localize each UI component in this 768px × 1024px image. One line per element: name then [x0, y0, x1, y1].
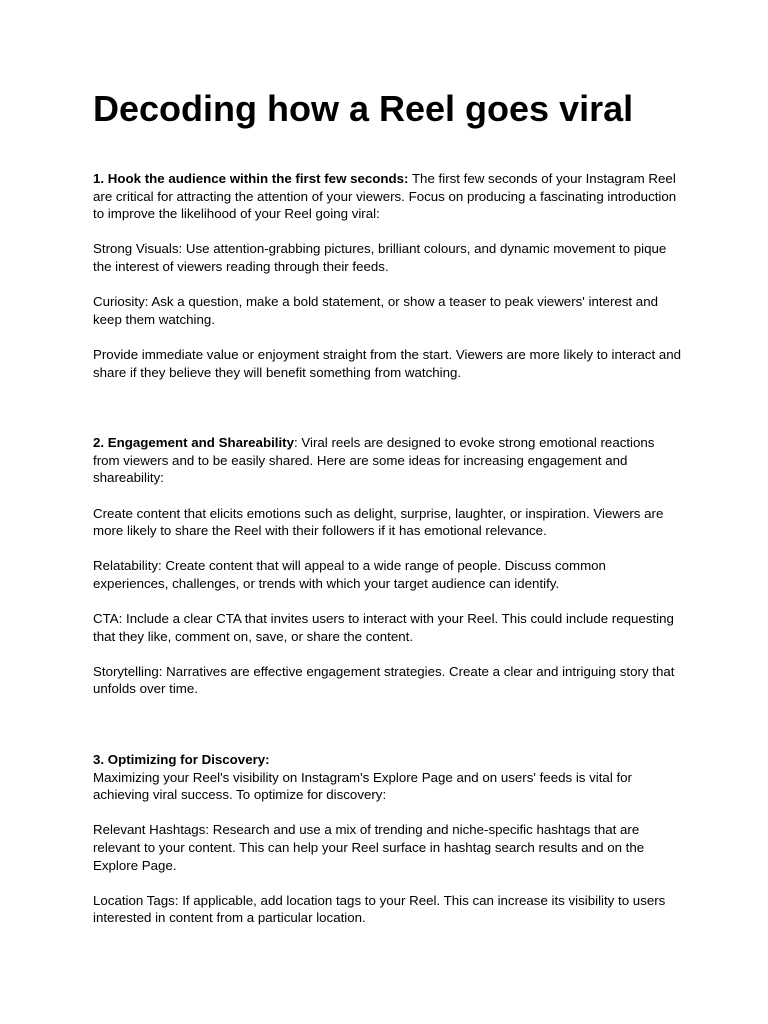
section-1-paragraph-strong-visuals: Strong Visuals: Use attention-grabbing pictures, brilliant colours, and dynamic movement to pique the interest of viewers reading through their feeds.	[93, 241, 667, 274]
document-title: Decoding how a Reel goes viral	[93, 88, 634, 129]
section-3	[93, 751, 683, 927]
section-2-heading: 2. Engagement and Shareability	[93, 435, 294, 451]
section-1-paragraph-immediate-value: Provide immediate value or enjoyment straight from the start. Viewers are more likely to interact and share if they believe they will benefit something from watching.	[93, 346, 682, 380]
section-2-paragraph-relatability: Relatability: Create content that will appeal to a wide range of people. Discuss common experiences, challenges, or trends with which your target audience can identify.	[93, 558, 606, 591]
section-1-intro	[93, 170, 683, 223]
section-2-intro	[93, 434, 683, 487]
section-1-intro-text: The first few seconds of your Instagram Reel are critical for attracting the attention of your viewers. Focus on producing a fascinating introduction to improve the likelihood of your Reel going viral:	[93, 171, 677, 222]
document-page	[93, 86, 683, 927]
section-2-intro-text: : Viral reels are designed to evoke strong emotional reactions from viewers and to be easily shared. Here are some ideas for increasing engagement and shareability:	[93, 435, 655, 486]
section-2-paragraph-emotions: Create content that elicits emotions such as delight, surprise, laughter, or inspiration. Viewers are more likely to share the Reel with their followers if it has emotional relevance.	[93, 505, 664, 539]
section-1	[93, 170, 683, 381]
section-1-heading: 1. Hook the audience within the first few seconds:	[93, 171, 409, 186]
section-3-paragraph-location-tags: Location Tags: If applicable, add location tags to your Reel. This can increase its visibility to users interested in content from a particular location.	[93, 892, 666, 926]
section-2-paragraph-cta: CTA: Include a clear CTA that invites users to interact with your Reel. This could include requesting that they like, comment on, save, or share the content.	[93, 611, 674, 644]
section-3-paragraph-hashtags: Relevant Hashtags: Research and use a mix of trending and niche-specific hashtags that are relevant to your content. This can help your Reel surface in hashtag search results and on the Explore Page.	[93, 822, 645, 873]
section-2	[93, 434, 683, 698]
section-1-paragraph-curiosity: Curiosity: Ask a question, make a bold statement, or show a teaser to peak viewers' interest and keep them watching.	[93, 294, 658, 327]
section-3-intro-text: Maximizing your Reel's visibility on Instagram's Explore Page and on users' feeds is vital for achieving viral success. To optimize for discovery:	[93, 769, 632, 803]
section-3-heading: 3. Optimizing for Discovery:	[93, 752, 270, 768]
section-2-paragraph-storytelling: Storytelling: Narratives are effective engagement strategies. Create a clear and intriguing story that unfolds over time.	[93, 663, 675, 697]
